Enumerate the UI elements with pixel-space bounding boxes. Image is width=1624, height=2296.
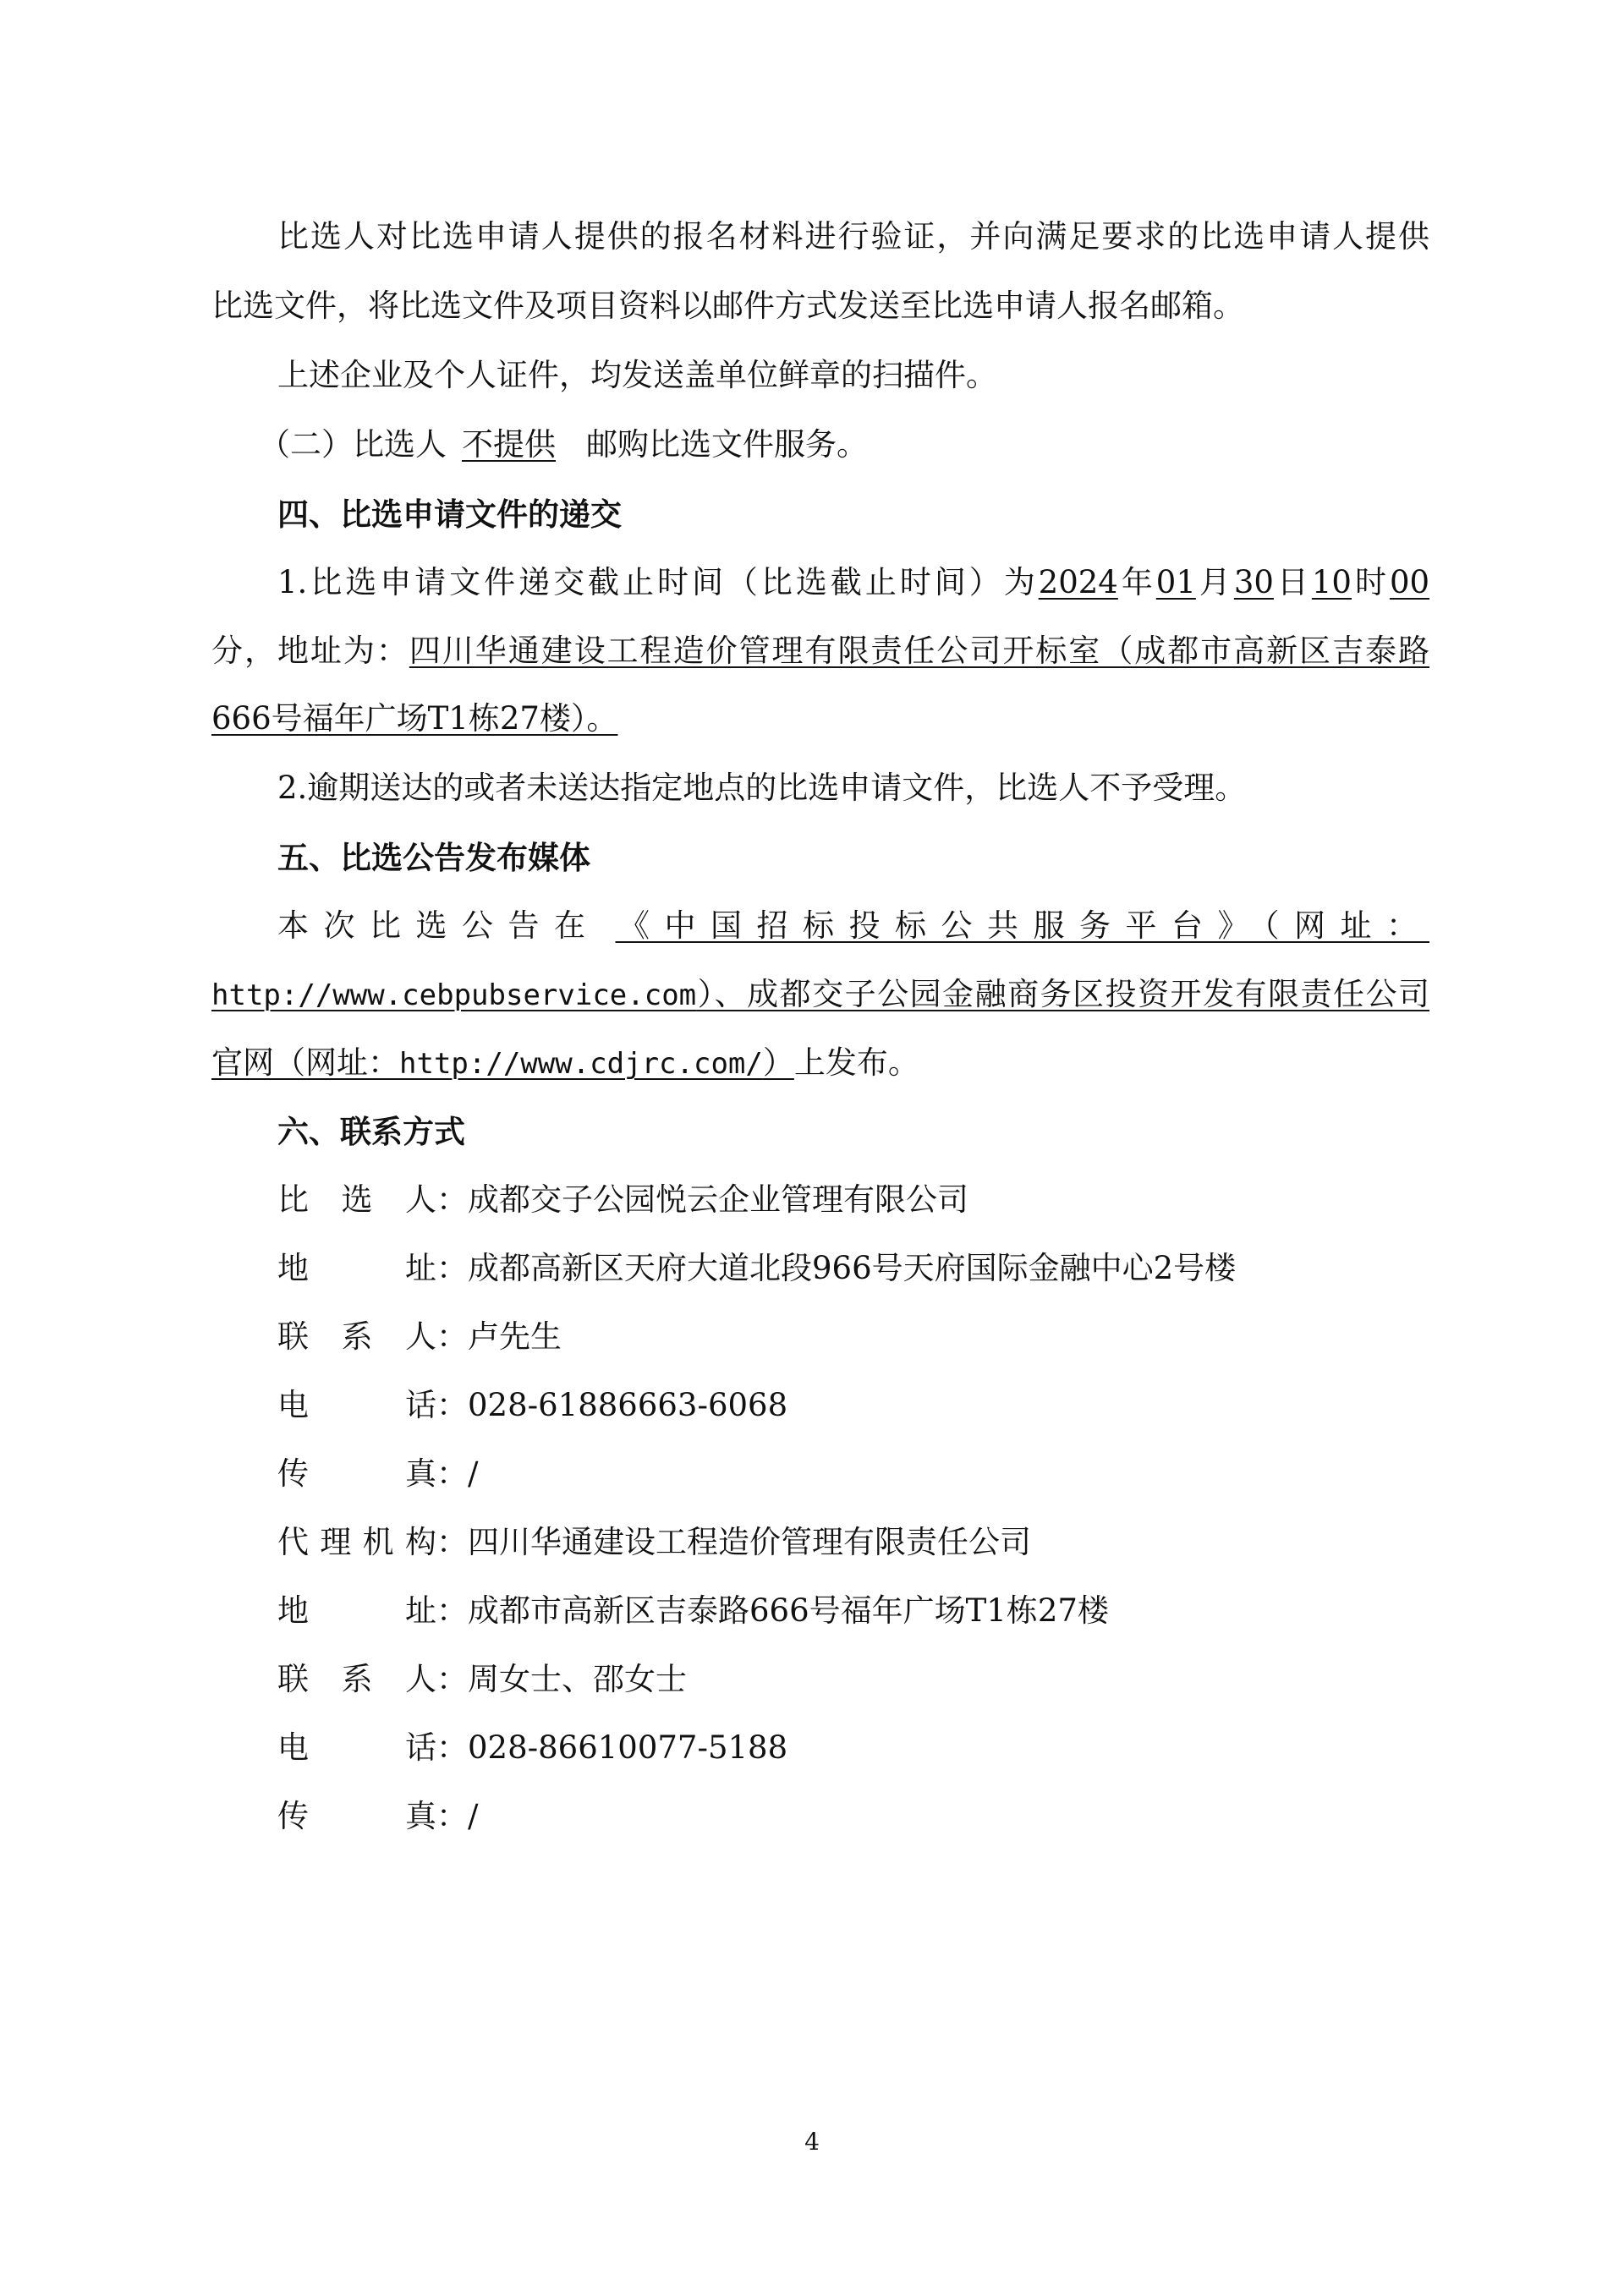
- mail-service-prefix: （二）比选人: [259, 426, 447, 463]
- contact-value: 周女士、邵女士: [468, 1661, 687, 1697]
- publish-line3: [211, 1043, 1429, 1084]
- contact-colon: ：: [436, 1592, 468, 1629]
- deadline-year-unit: 年: [1117, 564, 1156, 600]
- contact-colon: ：: [436, 1524, 468, 1560]
- contact-value: 028-86610077-5188: [468, 1729, 788, 1766]
- contact-row: [277, 1659, 1429, 1700]
- contact-row: [277, 1248, 1429, 1289]
- paragraph-mail-service: [259, 425, 1429, 465]
- contact-value: 成都市高新区吉泰路666号福年广场T1栋27楼: [468, 1592, 1109, 1629]
- deadline-month: 01: [1155, 564, 1196, 600]
- contact-colon: ：: [436, 1798, 468, 1834]
- paragraph-verify-line2: 比选文件，将比选文件及项目资料以邮件方式发送至比选申请人报名邮箱。: [211, 288, 1244, 324]
- publish-suffix: 上发布。: [793, 1044, 919, 1081]
- contact-colon: ：: [436, 1318, 468, 1355]
- contact-row: [277, 1454, 1429, 1494]
- contact-value: 成都交子公园悦云企业管理有限公司: [468, 1181, 968, 1218]
- contact-label: 联系人: [277, 1318, 436, 1355]
- page-number: 4: [804, 2128, 820, 2156]
- contact-label: 电话: [277, 1729, 436, 1766]
- contact-row: [277, 1796, 1429, 1837]
- contact-colon: ：: [436, 1729, 468, 1766]
- contact-label: 比选人: [277, 1181, 436, 1218]
- contact-label: 地址: [277, 1250, 436, 1286]
- contact-row: [277, 1522, 1429, 1563]
- address-line2: [211, 699, 1429, 739]
- section4-heading: 四、比选申请文件的递交: [277, 496, 622, 533]
- contact-value: 四川华通建设工程造价管理有限责任公司: [468, 1524, 1031, 1560]
- deadline-month-unit: 月: [1195, 564, 1234, 600]
- mail-service-value: 不提供: [462, 426, 556, 463]
- url-cebpubservice-link[interactable]: http://www.cebpubservice.com: [211, 978, 697, 1012]
- address-line1: [211, 631, 1429, 671]
- contact-row: [277, 1180, 1429, 1220]
- paragraph-verify-line1: 比选人对比选申请人提供的报名材料进行验证，并向满足要求的比选申请人提供: [277, 218, 1429, 255]
- contact-colon: ：: [436, 1387, 468, 1423]
- deadline-day-unit: 日: [1273, 564, 1312, 600]
- contact-value: /: [468, 1455, 479, 1492]
- contact-colon: ：: [436, 1661, 468, 1697]
- contact-row: [277, 1317, 1429, 1357]
- contact-row: [277, 1728, 1429, 1768]
- late-submission-note: 2.逾期送达的或者未送达指定地点的比选申请文件，比选人不予受理。: [277, 770, 1247, 806]
- url-cdjrc-link[interactable]: http://www.cdjrc.com/: [399, 1047, 763, 1081]
- publish-line1: [277, 906, 1429, 946]
- deadline-year: 2024: [1038, 564, 1118, 600]
- paragraph-certificates: 上述企业及个人证件，均发送盖单位鲜章的扫描件。: [277, 357, 997, 393]
- publish-site-label: 官网（网址：: [211, 1044, 399, 1081]
- contact-value: /: [468, 1798, 479, 1834]
- contact-row: [277, 1385, 1429, 1426]
- contact-colon: ：: [436, 1455, 468, 1492]
- mail-service-suffix: 邮购比选文件服务。: [586, 426, 868, 463]
- contact-label: 联系人: [277, 1661, 436, 1697]
- publish-platform: 《中国招标投标公共服务平台》（网址：: [615, 907, 1429, 944]
- section6-heading: 六、联系方式: [277, 1113, 465, 1150]
- deadline-day: 30: [1233, 564, 1274, 600]
- contact-colon: ：: [436, 1181, 468, 1218]
- contact-colon: ：: [436, 1250, 468, 1286]
- publish-second-site: ）、成都交子公园金融商务区投资开发有限责任公司: [696, 976, 1429, 1012]
- deadline-hour-unit: 时: [1351, 564, 1390, 600]
- contact-value: 卢先生: [468, 1318, 562, 1355]
- contact-value: 成都高新区天府大道北段966号天府国际金融中心2号楼: [468, 1250, 1237, 1286]
- section5-heading: 五、比选公告发布媒体: [277, 839, 590, 876]
- contact-label: 代理机构: [277, 1524, 436, 1560]
- address-text-line2: 666号福年广场T1栋27楼）。: [211, 700, 618, 737]
- address-text-line1: 四川华通建设工程造价管理有限责任公司开标室（成都市高新区吉泰路: [409, 633, 1430, 669]
- contact-label: 地址: [277, 1592, 436, 1629]
- minute-unit: 分，地址为：: [211, 633, 409, 669]
- deadline-minute: 00: [1389, 564, 1430, 600]
- publish-prefix: 本次比选公告在: [277, 907, 601, 944]
- deadline-hour: 10: [1311, 564, 1352, 600]
- publish-line2: [211, 974, 1429, 1016]
- contact-row: [277, 1591, 1429, 1631]
- contact-label: 传真: [277, 1798, 436, 1834]
- deadline-line: [277, 562, 1429, 603]
- publish-site-close: ）: [762, 1044, 794, 1081]
- deadline-prefix: 1.比选申请文件递交截止时间（比选截止时间）为: [277, 564, 1039, 600]
- contact-label: 电话: [277, 1387, 436, 1423]
- contact-label: 传真: [277, 1455, 436, 1492]
- contact-value: 028-61886663-6068: [468, 1387, 788, 1423]
